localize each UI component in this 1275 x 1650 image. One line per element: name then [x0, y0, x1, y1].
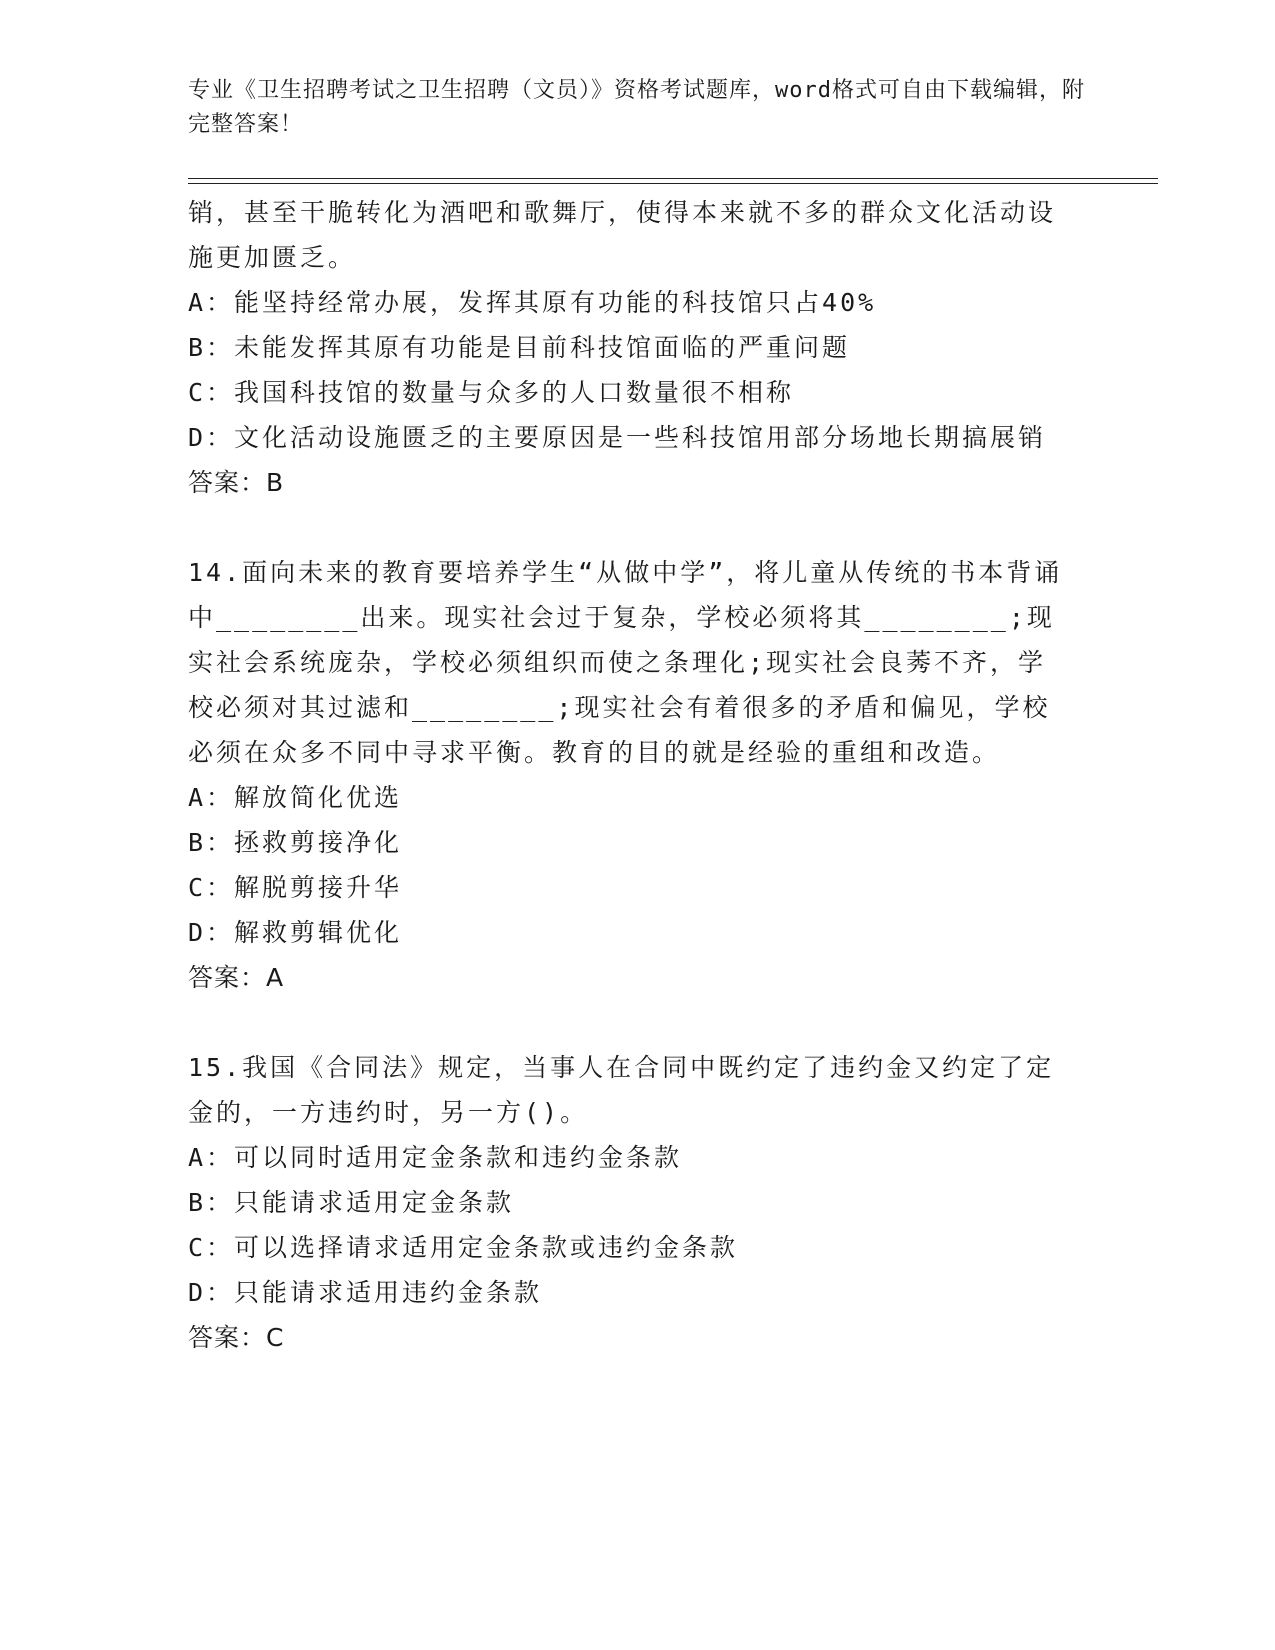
option-a: A：能坚持经常办展，发挥其原有功能的科技馆只占40%	[188, 288, 877, 317]
question-14	[188, 550, 1073, 1000]
option-d: D：只能请求适用违约金条款	[188, 1278, 543, 1307]
option-d: D：文化活动设施匮乏的主要原因是一些科技馆用部分场地长期搞展销	[188, 423, 1047, 452]
question-text: 15.我国《合同法》规定，当事人在合同中既约定了违约金又约定了定金的，一方违约时，另一方()。	[188, 1053, 1055, 1127]
question-text: 销，甚至干脆转化为酒吧和歌舞厅，使得本来就不多的群众文化活动设施更加匮乏。	[188, 198, 1057, 272]
question-text: 14.面向未来的教育要培养学生“从做中学”，将儿童从传统的书本背诵中________出来。现实社会过于复杂，学校必须将其________;现实社会系统庞杂，学校必须组织而使之条理化;现实社会良莠不齐，学校必须对其过滤和________;现实社会有着很多的矛盾和偏见，学校必须在众多不同中寻求平衡。教育的目的就是经验的重组和改造。	[188, 558, 1063, 767]
option-a: A：解放简化优选	[188, 783, 403, 812]
document-header: 专业《卫生招聘考试之卫生招聘（文员）》资格考试题库，word格式可自由下载编辑，附完整答案！	[188, 78, 1085, 137]
option-d: D：解救剪辑优化	[188, 918, 403, 947]
spacer	[188, 1000, 1073, 1045]
answer: 答案：C	[188, 1323, 285, 1352]
question-15	[188, 1045, 1073, 1360]
answer: 答案：B	[188, 468, 285, 497]
option-b: B：未能发挥其原有功能是目前科技馆面临的严重问题	[188, 333, 851, 362]
option-c: C：可以选择请求适用定金条款或违约金条款	[188, 1233, 739, 1262]
header-rule-bottom	[188, 183, 1158, 184]
spacer	[188, 505, 1073, 550]
option-c: C：我国科技馆的数量与众多的人口数量很不相称	[188, 378, 795, 407]
header-rule-top	[188, 178, 1158, 179]
answer: 答案：A	[188, 963, 285, 992]
option-b: B：只能请求适用定金条款	[188, 1188, 515, 1217]
question-13-continued	[188, 190, 1073, 505]
question-content	[188, 190, 1073, 1360]
option-a: A：可以同时适用定金条款和违约金条款	[188, 1143, 683, 1172]
option-b: B：拯救剪接净化	[188, 828, 403, 857]
option-c: C：解脱剪接升华	[188, 873, 403, 902]
